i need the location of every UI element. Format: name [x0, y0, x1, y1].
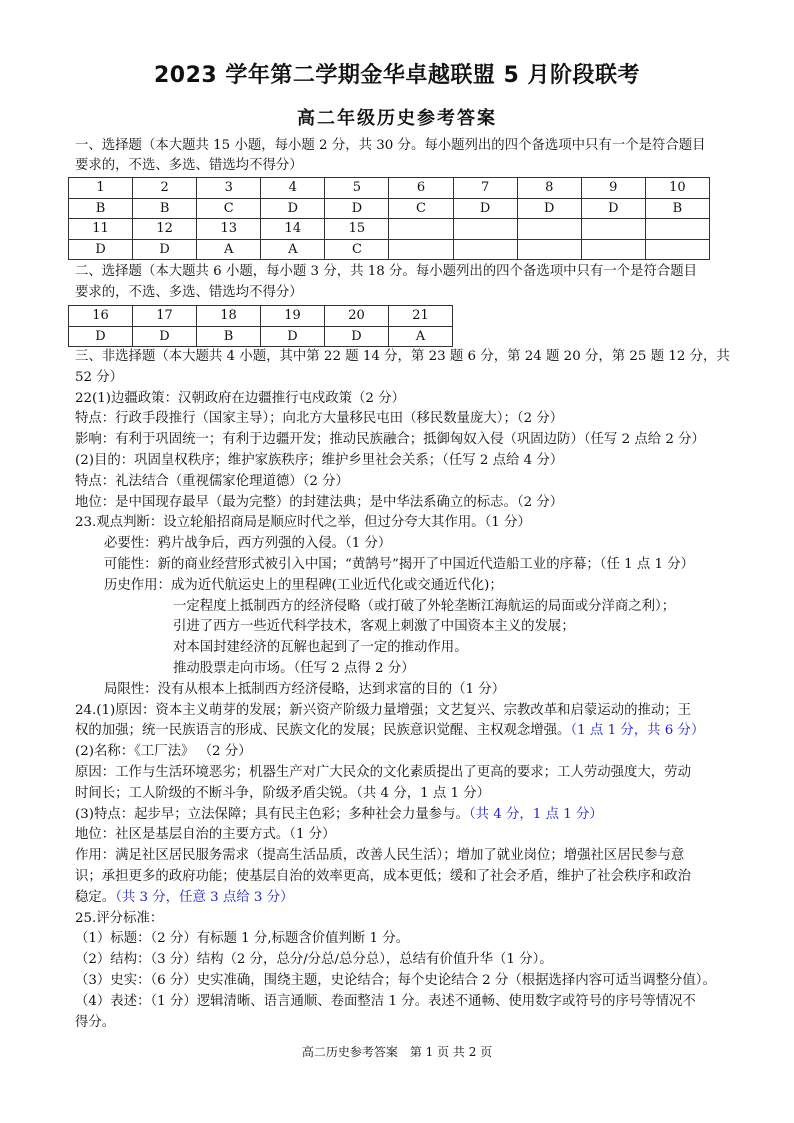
answer-text: 得分。 — [75, 1014, 116, 1030]
answer-cell: D — [325, 326, 389, 347]
answer-line — [173, 597, 675, 617]
answer-line — [75, 701, 691, 721]
answer-text: 稳定。 — [75, 889, 116, 905]
answer-text: 识；承担更多的政府功能；使基层自治的效率更高，成本更低；缓和了社会矛盾，维护了社会秩序和政治 — [75, 869, 691, 884]
question-number-cell: 5 — [325, 178, 389, 199]
question-number-cell: 20 — [325, 306, 389, 327]
section2-instructions-cont: 要求的，不选、多选、错选均不得分） — [75, 285, 303, 300]
section1-instructions: 一、选择题（本大题共 15 小题，每小题 2 分，共 30 分。每小题列出的四个备选项中只有一个是符合题目 — [75, 138, 706, 153]
answer-line — [75, 368, 123, 388]
answer-line — [75, 1013, 115, 1033]
answer-text: 必要性：鸦片战争后，西方列强的入侵。（1 分） — [104, 536, 392, 552]
answer-cell: D — [261, 326, 325, 347]
answer-cell — [645, 239, 709, 260]
answer-line — [104, 555, 694, 575]
answer-cell: A — [197, 239, 261, 260]
answer-text: 时间长；工人阶级的不断斗争，阶级矛盾尖锐。（共 4 分，1 点 1 分） — [75, 785, 491, 801]
question-number-cell — [389, 219, 453, 240]
page-footer: 高二历史参考答案 第 1 页 共 2 页 — [301, 1045, 493, 1059]
question-number-cell: 9 — [581, 178, 645, 199]
answer-text: (3)特点：起步早；立法保障；具有民主色彩；多种社会力量参与。 — [75, 806, 469, 822]
answer-cell — [453, 239, 517, 260]
answer-cell: B — [69, 198, 133, 219]
answer-cell — [389, 239, 453, 260]
document-subtitle: 高二年级历史参考答案 — [297, 108, 497, 129]
question-number-cell: 16 — [69, 306, 133, 327]
answer-line — [75, 888, 293, 908]
answer-line — [75, 825, 336, 845]
answer-line — [75, 929, 409, 949]
answer-cell: C — [389, 198, 453, 219]
answer-text: 特点：礼法结合（重视儒家伦理道德）（2 分） — [75, 473, 349, 489]
question-number-cell — [645, 219, 709, 240]
question-number-cell: 10 — [645, 178, 709, 199]
answer-line — [75, 409, 563, 429]
question-number-cell: 17 — [133, 306, 197, 327]
document-title: 2023 学年第二学期金华卓越联盟 5 月阶段联考 — [153, 63, 641, 88]
answer-cell: D — [325, 198, 389, 219]
answer-cell: B — [133, 198, 197, 219]
answer-line — [75, 784, 490, 804]
answer-line — [75, 347, 730, 367]
question-number-cell: 2 — [133, 178, 197, 199]
answer-line — [75, 430, 705, 450]
answer-line — [75, 472, 349, 492]
answer-text: 作用：满足社区居民服务需求（提高生活品质，改善人民生活）；增加了就业岗位；增强社区居民参与意 — [75, 848, 685, 864]
answer-line — [75, 451, 563, 471]
question-number-cell: 15 — [325, 219, 389, 240]
answer-line — [173, 617, 575, 637]
answer-text: 推动股票走向市场。（任写 2 点得 2 分） — [173, 661, 415, 676]
question-number-cell: 14 — [261, 219, 325, 240]
question-number-cell: 7 — [453, 178, 517, 199]
answer-text: 特点：行政手段推行（国家主导）；向北方大量移民屯田（移民数量庞大）；（2 分） — [75, 411, 564, 427]
question-number-cell: 19 — [261, 306, 325, 327]
answer-text: 三、非选择题（本大题共 4 小题，其中第 22 题 14 分，第 23 题 6 分，第 24 题 20 分，第 25 题 12 分，共 — [75, 349, 730, 364]
answer-line — [75, 742, 252, 762]
answer-text: （2）结构：（3 分）结构（2 分，总分/分总/总分总），总结有价值升华（1 分）。 — [75, 952, 553, 968]
answer-cell: D — [453, 198, 517, 219]
answer-text: 地位：社区是基层自治的主要方式。（1 分） — [75, 827, 336, 843]
question-number-cell — [517, 219, 581, 240]
scoring-note: （共 4 分，1 点 1 分） — [468, 806, 603, 822]
question-number-cell: 12 — [133, 219, 197, 240]
answer-cell: D — [133, 239, 197, 260]
answer-table-2 — [68, 305, 453, 347]
answer-text: 影响：有利于巩固统一；有利于边疆开发；推动民族融合；抵御匈奴入侵（巩固边防）（任写 2 点给 2 分） — [75, 432, 705, 448]
question-number-row — [69, 306, 453, 327]
scoring-note: （共 3 分，任意 3 点给 3 分） — [115, 889, 294, 905]
answer-line — [104, 680, 505, 700]
question-number-row — [69, 178, 710, 199]
answer-line — [75, 909, 163, 929]
answer-row — [69, 198, 710, 219]
question-number-cell — [453, 219, 517, 240]
answer-text: 24.(1)原因：资本主义萌芽的发展；新兴资产阶级力量增强；文艺复兴、宗教改革和启蒙运动的推动；王 — [75, 702, 692, 718]
answer-cell: D — [133, 326, 197, 347]
answer-line — [75, 721, 704, 741]
answer-table-1 — [68, 177, 710, 260]
answer-text: (2)名称：《工厂法》 （2 分） — [75, 744, 252, 760]
answer-line — [173, 659, 415, 679]
answer-line — [173, 638, 468, 658]
answer-cell: D — [581, 198, 645, 219]
answer-line — [75, 950, 553, 970]
answer-cell — [517, 239, 581, 260]
scoring-note: （1 点 1 分，共 6 分） — [570, 723, 705, 739]
answer-cell — [581, 239, 645, 260]
answer-text: 25.评分标准： — [75, 910, 164, 926]
question-number-cell: 13 — [197, 219, 261, 240]
answer-line — [75, 992, 696, 1012]
answer-line — [75, 389, 405, 409]
answer-text: 地位：是中国现存最早（最为完整）的封建法典；是中华法系确立的标志。（2 分） — [75, 494, 564, 510]
answer-line — [75, 763, 691, 783]
answer-row — [69, 326, 453, 347]
answer-line — [75, 867, 691, 887]
answer-cell: A — [389, 326, 453, 347]
answer-line — [104, 534, 391, 554]
answer-text: 52 分） — [75, 369, 124, 385]
answer-row — [69, 239, 710, 260]
answer-cell: D — [261, 198, 325, 219]
answer-text: 23.观点判断：设立轮船招商局是顺应时代之举，但过分夸大其作用。（1 分） — [75, 515, 531, 531]
answer-text: 一定程度上抵制西方的经济侵略（或打破了外轮垄断江海航运的局面或分洋商之利）； — [173, 598, 676, 614]
question-number-cell: 6 — [389, 178, 453, 199]
answer-text: (2)目的：巩固皇权秩序；维护家族秩序；维护乡里社会关系；（任写 2 点给 4 分） — [75, 453, 564, 468]
question-number-cell — [581, 219, 645, 240]
answer-text: （1）标题：（2 分）有标题 1 分,标题含价值判断 1 分。 — [75, 931, 410, 947]
answer-line — [75, 971, 716, 991]
section2-instructions: 二、选择题（本大题共 6 小题，每小题 3 分，共 18 分。每小题列出的四个备选项中只有一个是符合题目 — [75, 264, 698, 279]
answer-line — [75, 493, 563, 513]
answer-text: 引进了西方一些近代科学技术，客观上刺激了中国资本主义的发展； — [173, 619, 575, 635]
section1-instructions-cont: 要求的，不选、多选、错选均不得分） — [75, 158, 303, 173]
answer-text: 原因：工作与生活环境恶劣；机器生产对广大民众的文化素质提出了更高的要求；工人劳动强度大，劳动 — [75, 765, 691, 780]
answer-line — [75, 805, 603, 825]
answer-text: 22(1)边疆政策：汉朝政府在边疆推行屯戍政策（2 分） — [75, 390, 405, 406]
answer-cell: C — [325, 239, 389, 260]
question-number-cell: 11 — [69, 219, 133, 240]
question-number-row — [69, 219, 710, 240]
question-number-cell: 3 — [197, 178, 261, 199]
answer-cell: A — [261, 239, 325, 260]
answer-cell: C — [197, 198, 261, 219]
answer-text: 权的加强；统一民族语言的形成、民族文化的发展；民族意识觉醒、主权观念增强。 — [75, 723, 571, 739]
answer-line — [75, 846, 684, 866]
question-number-cell: 21 — [389, 306, 453, 327]
question-number-cell: 4 — [261, 178, 325, 199]
question-number-cell: 18 — [197, 306, 261, 327]
question-number-cell: 8 — [517, 178, 581, 199]
answer-text: 局限性：没有从根本上抵制西方经济侵略，达到求富的目的（1 分） — [104, 681, 506, 697]
question-number-cell: 1 — [69, 178, 133, 199]
answer-cell: B — [645, 198, 709, 219]
answer-text: 对本国封建经济的瓦解也起到了一定的推动作用。 — [173, 640, 468, 656]
answer-text: （4）表述：（1 分）逻辑清晰、语言通顺、卷面整洁 1 分。表述不通畅、使用数字或符号的序号等情况不 — [75, 993, 696, 1009]
answer-line — [75, 513, 531, 533]
answer-cell: D — [69, 239, 133, 260]
answer-cell: B — [197, 326, 261, 347]
answer-line — [104, 576, 503, 596]
answer-text: （3）史实：（6 分）史实准确，围绕主题，史论结合；每个史论结合 2 分（根据选择内容可适当调整分值）。 — [75, 973, 716, 988]
answer-text: 历史作用：成为近代航运史上的里程碑(工业近代化或交通近代化)； — [104, 577, 503, 593]
answer-cell: D — [69, 326, 133, 347]
answer-text: 可能性：新的商业经营形式被引入中国；“黄鹄号”揭开了中国近代造船工业的序幕；（任 1 点 1 分） — [104, 557, 695, 572]
answer-cell: D — [517, 198, 581, 219]
